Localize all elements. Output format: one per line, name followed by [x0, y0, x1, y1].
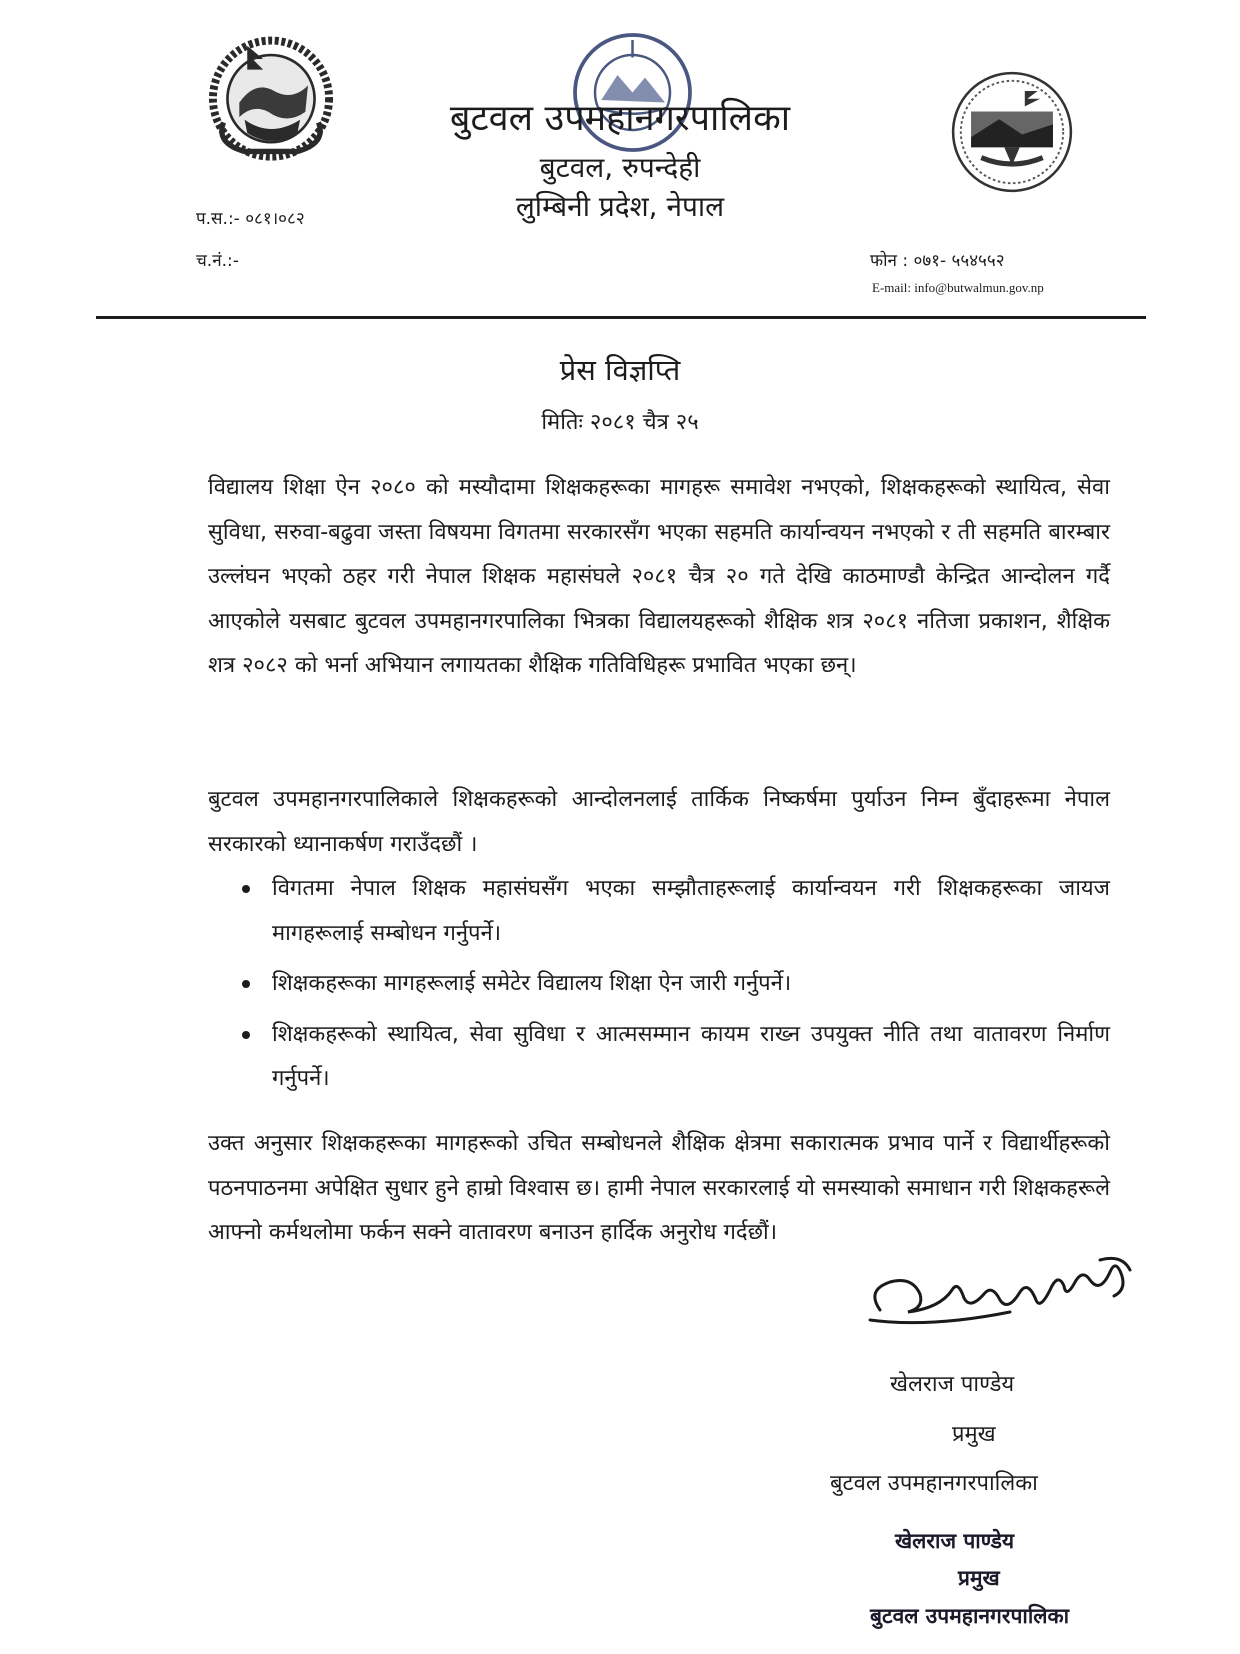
list-item-text: शिक्षकहरूको स्थायित्व, सेवा सुविधा र आत्मसम्मान कायम राख्न उपयुक्त नीति तथा वातावरण निर्माण गर्नुपर्ने।: [272, 1021, 1110, 1092]
stamp-title: प्रमुख: [958, 1566, 1000, 1590]
document-date: मितिः २०८१ चैत्र २५: [541, 410, 699, 435]
reference-number: प.स.:- ०८१।०८२: [196, 209, 305, 229]
list-item-text: शिक्षकहरूका मागहरूलाई समेटेर विद्यालय शिक्षा ऐन जारी गर्नुपर्ने।: [272, 971, 792, 997]
email-address: E-mail: info@butwalmun.gov.np: [872, 280, 1044, 295]
document-title: प्रेस विज्ञप्ति: [559, 353, 681, 387]
bullet-dot-icon: [242, 1031, 250, 1039]
list-item: [208, 1013, 1110, 1102]
bullet-dot-icon: [242, 885, 250, 893]
body-paragraph-1: विद्यालय शिक्षा ऐन २०८० को मस्यौदामा शिक्षकहरूका मागहरू समावेश नभएको, शिक्षकहरूको स्थायित्व, सेवा सुविधा, सरुवा-बढुवा जस्ता विषयमा विगतमा सरकारसँग भएका सहमति कार्यान्वयन नभएको र ती सहमति बारम्बार उल्लंघन भएको ठहर गरी नेपाल शिक्षक महासंघले २०८१ चैत्र २० गते देखि काठमाण्डौ केन्द्रित आन्दोलन गर्दै आएकोले यसबाट बुटवल उपमहानगरपालिका भित्रका विद्यालयहरूको शैक्षिक शत्र २०८१ नतिजा प्रकाशन, शैक्षिक शत्र २०८२ को भर्ना अभियान लगायतका शैक्षिक गतिविधिहरू प्रभावित भएका छन्।: [208, 475, 1110, 679]
signer-name: खेलराज पाण्डेय: [890, 1372, 1015, 1397]
list-item: [208, 867, 1110, 956]
stamp-organization: बुटवल उपमहानगरपालिका: [870, 1604, 1070, 1628]
phone-number: फोन : ०७१- ५५४५५२: [870, 251, 1005, 271]
dispatch-number: च.नं.:-: [196, 251, 239, 271]
organization-city: बुटवल, रुपन्देही: [539, 151, 701, 184]
stamp-name: खेलराज पाण्डेय: [895, 1529, 1015, 1553]
header-divider: [96, 316, 1146, 319]
organization-region: लुम्बिनी प्रदेश, नेपाल: [515, 190, 725, 223]
body-paragraph-3: उक्त अनुसार शिक्षकहरूका मागहरूको उचित सम्बोधनले शैक्षिक क्षेत्रमा सकारात्मक प्रभाव पार्ने र विद्यार्थीहरूको पठनपाठनमा अपेक्षित सुधार हुने हाम्रो विश्वास छ। हामी नेपाल सरकारलाई यो समस्याको समाधान गरी शिक्षकहरूले आफ्नो कर्मथलोमा फर्कन सक्ने वातावरण बनाउन हार्दिक अनुरोध गर्दछौं।: [208, 1131, 1110, 1246]
signer-organization: बुटवल उपमहानगरपालिका: [830, 1471, 1038, 1496]
list-item-text: विगतमा नेपाल शिक्षक महासंघसँग भएका सम्झौताहरूलाई कार्यान्वयन गरी शिक्षकहरूका जायज मागहरूलाई सम्बोधन गर्नुपर्ने।: [272, 876, 1110, 946]
list-item: [208, 962, 1110, 1007]
demand-list: [208, 867, 1110, 1108]
bullet-dot-icon: [242, 980, 250, 988]
body-paragraph-2: बुटवल उपमहानगरपालिकाले शिक्षकहरूको आन्दोलनलाई तार्किक निष्कर्षमा पुर्याउन निम्न बुँदाहरूमा नेपाल सरकारको ध्यानाकर्षण गराउँदछौं ।: [208, 787, 1110, 857]
organization-name: बुटवल उपमहानगरपालिका: [449, 98, 791, 139]
handwritten-signature-icon: [860, 1250, 1145, 1340]
signer-title: प्रमुख: [952, 1422, 996, 1447]
